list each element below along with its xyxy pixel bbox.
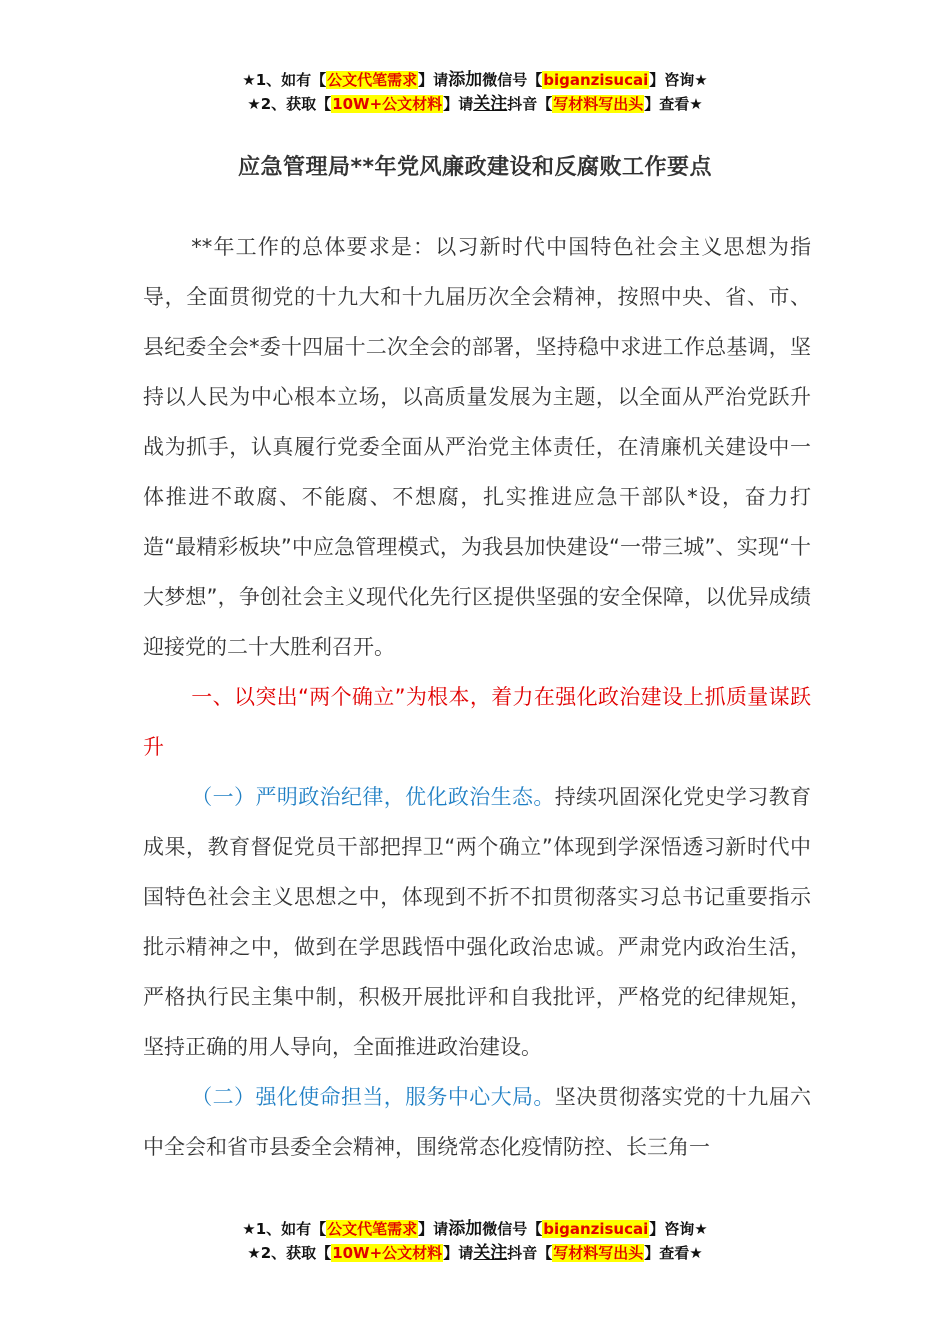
banner-line-2: ★2、获取【10W+公文材料】请关注抖音【写材料写出头】查看★ — [247, 94, 703, 114]
item-body-1: 持续巩固深化党史学习教育成果，教育督促党员干部把捍卫“两个确立”体现到学深悟透习新时代中国特色社会主义思想之中，体现到不折不扣贯彻落实习总书记重要指示批示精神之中，做到在学思践悟中强化政治忠诚。严肃党内政治生活，严格执行民主集中制，积极开展批评和自我批评，严格党的纪律规矩，坚持正确的用人导向，全面推进政治建设。 — [143, 785, 812, 1059]
highlight-materials: 10W+公文材料 — [332, 95, 443, 113]
item-body-2: 坚决贯彻落实党的十九届六中全会和省市县委全会精神，围绕常态化疫情防控、长三角一 — [143, 1085, 812, 1159]
star-icon: ★ — [242, 1220, 256, 1238]
highlight-materials: 10W+公文材料 — [332, 1244, 443, 1262]
section-heading: 一、以突出“两个确立”为根本，着力在强化政治建设上抓质量谋跃升 — [143, 685, 811, 759]
highlight-service: 公文代笔需求 — [327, 1220, 418, 1238]
item-paragraph-1 — [143, 772, 811, 1072]
star-icon: ★ — [247, 95, 261, 113]
item-paragraph-2 — [143, 1072, 811, 1172]
highlight-wechat-id: biganzisucai — [543, 71, 649, 89]
star-icon: ★ — [247, 1244, 261, 1262]
intro-paragraph: **年工作的总体要求是：以习新时代中国特色社会主义思想为指导，全面贯彻党的十九大和十九届历次全会精神，按照中央、省、市、县纪委全会*委十四届十二次全会的部署，坚持稳中求进工作总基调，坚持以人民为中心根本立场，以高质量发展为主题，以全面从严治党跃升战为抓手，认真履行党委全面从严治党主体责任，在清廉机关建设中一体推进不敢腐、不能腐、不想腐，扎实推进应急干部队*设，奋力打造“最精彩板块”中应急管理模式，为我县加快建设“一带三城”、实现“十大梦想”，争创社会主义现代化先行区提供坚强的安全保障，以优异成绩迎接党的二十大胜利召开。 — [143, 235, 811, 659]
item-heading-2: （二）强化使命担当，服务中心大局。 — [191, 1085, 555, 1109]
star-icon: ★ — [242, 71, 256, 89]
star-icon: ★ — [689, 95, 703, 113]
banner-line-1: ★1、如有【公文代笔需求】请添加微信号【biganzisucai】咨询★ — [242, 70, 708, 90]
highlight-service: 公文代笔需求 — [327, 71, 418, 89]
highlight-wechat-id: biganzisucai — [543, 1220, 649, 1238]
document-title: 应急管理局**年党风廉政建设和反腐败工作要点 — [237, 155, 712, 180]
document-body — [143, 222, 811, 1172]
highlight-douyin-name: 写材料写出头 — [553, 95, 644, 113]
star-icon: ★ — [689, 1244, 703, 1262]
banner-line-1: ★1、如有【公文代笔需求】请添加微信号【biganzisucai】咨询★ — [242, 1219, 708, 1239]
footer-banner — [0, 1217, 950, 1265]
header-banner — [0, 68, 950, 116]
star-icon: ★ — [694, 1220, 708, 1238]
star-icon: ★ — [694, 71, 708, 89]
highlight-douyin-name: 写材料写出头 — [553, 1244, 644, 1262]
item-heading-1: （一）严明政治纪律，优化政治生态。 — [191, 785, 555, 809]
banner-line-2: ★2、获取【10W+公文材料】请关注抖音【写材料写出头】查看★ — [247, 1243, 703, 1263]
